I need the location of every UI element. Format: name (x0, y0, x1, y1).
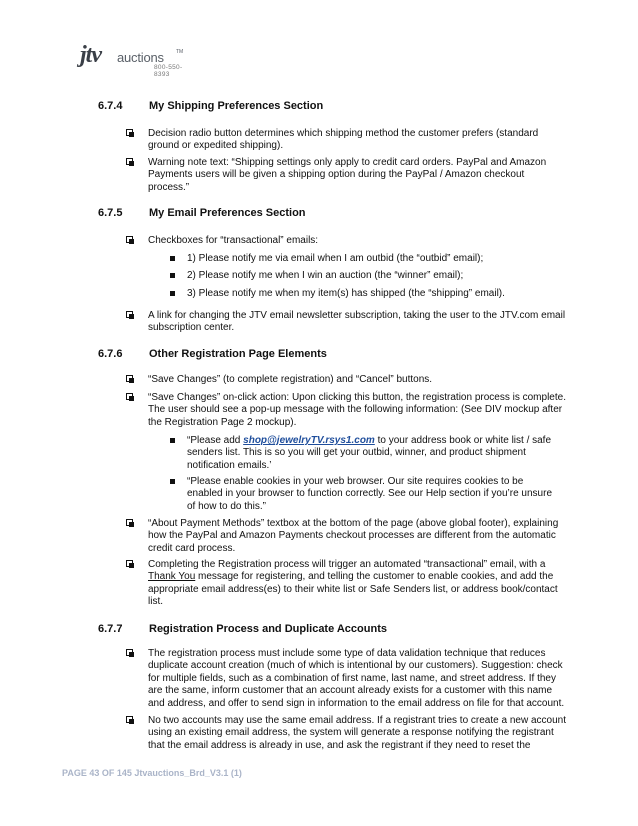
section-heading-6-7-5 (98, 207, 306, 220)
jtv-auctions-logo (80, 42, 190, 78)
square-bullet-icon (170, 479, 175, 484)
section-number: 6.7.5 (98, 207, 123, 219)
section-heading-6-7-6 (98, 348, 327, 361)
checkbox-bullet-icon (126, 158, 133, 165)
section-number: 6.7.4 (98, 100, 123, 112)
logo-auctions: auctions (117, 50, 164, 65)
checkbox-bullet-icon (126, 519, 133, 526)
section-title: My Shipping Preferences Section (149, 100, 324, 112)
square-bullet-icon (170, 256, 175, 261)
section-title: Other Registration Page Elements (149, 348, 327, 360)
checkbox-bullet-icon (126, 649, 133, 656)
checkbox-bullet-icon (126, 311, 133, 318)
section-heading-6-7-4 (98, 100, 323, 113)
checkbox-bullet-icon (126, 393, 133, 400)
checkbox-bullet-icon (126, 716, 133, 723)
square-bullet-icon (170, 273, 175, 278)
section-heading-6-7-7 (98, 623, 387, 636)
page-footer: PAGE 43 OF 145 Jtvauctions_Brd_V3.1 (1) (62, 768, 242, 778)
logo-jtv: jtv (80, 42, 101, 68)
checkbox-bullet-icon (126, 129, 133, 136)
checkbox-bullet-icon (126, 236, 133, 243)
logo-phone: 800-550-8393 (154, 64, 183, 78)
email-link[interactable]: shop@jewelryTV.rsys1.com (243, 435, 375, 446)
checkbox-bullet-icon (126, 375, 133, 382)
section-number: 6.7.7 (98, 623, 123, 635)
checkbox-bullet-icon (126, 560, 133, 567)
section-title: Registration Process and Duplicate Accounts (149, 623, 387, 635)
section-number: 6.7.6 (98, 348, 123, 360)
section-title: My Email Preferences Section (149, 207, 306, 219)
square-bullet-icon (170, 291, 175, 296)
logo-tm: TM (176, 49, 184, 55)
square-bullet-icon (170, 438, 175, 443)
